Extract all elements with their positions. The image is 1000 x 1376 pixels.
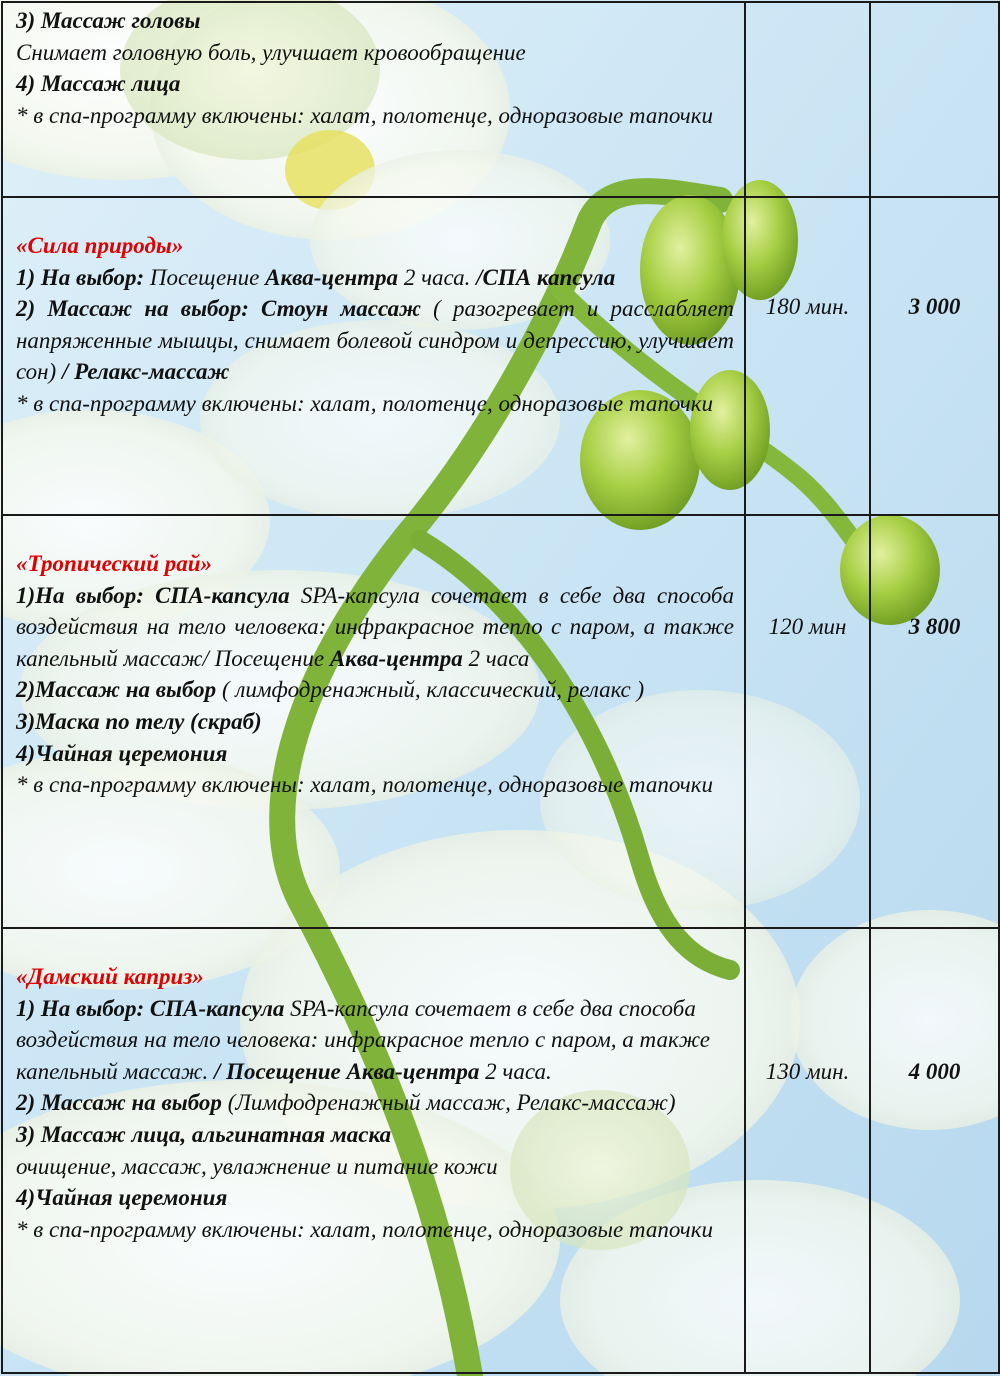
- program-row: [2, 928, 999, 1373]
- description-text: 1) На выбор: СПА-капсула: [16, 995, 291, 1021]
- description-text: /СПА капсула: [476, 264, 616, 290]
- duration-cell: [745, 515, 870, 928]
- description-text: ( лимфодренажный, классический, релакс ): [221, 677, 645, 703]
- program-price: 4 000: [908, 1059, 961, 1084]
- description-line: [16, 293, 734, 388]
- program-row: [2, 2, 999, 197]
- program-price: 3 000: [908, 294, 961, 319]
- description-text: 2)Массаж на выбор: [16, 677, 222, 703]
- description-text: 3) Массаж головы: [16, 8, 201, 33]
- duration-cell: [745, 2, 870, 197]
- spa-price-table: [1, 1, 1000, 1374]
- description-line: [16, 1214, 734, 1246]
- description-line: [16, 230, 734, 262]
- description-text: 3) Массаж лица, альгинатная маска: [16, 1121, 392, 1147]
- description-line: [16, 1087, 734, 1119]
- program-description-cell: [2, 515, 745, 928]
- description-text: SPA-капсула сочетает в себе два способа воздействия на тело человека: инфракрасное тепло с паром, а также капельный массаж.: [16, 995, 710, 1084]
- description-line: [16, 706, 734, 738]
- description-line: [16, 674, 734, 706]
- description-text: / Релакс-массаж: [61, 359, 230, 385]
- program-description: [3, 3, 744, 131]
- description-line: [16, 1151, 734, 1183]
- description-line: [16, 37, 734, 69]
- description-line: [16, 388, 734, 420]
- program-duration: 180 мин.: [765, 294, 850, 319]
- description-text: 4)Чайная церемония: [16, 1185, 228, 1211]
- description-text: 1) На выбор:: [16, 264, 150, 290]
- price-cell: [870, 515, 999, 928]
- description-text: очищение, массаж, увлажнение и питание кожи: [16, 1153, 498, 1179]
- description-text: Аква-центра: [329, 645, 469, 671]
- description-text: SPA-капсула сочетает в себе два способа воздействия на тело человека: инфракрасное тепло с паром, а также капельный массаж/ Посещение: [16, 582, 734, 671]
- program-description: [3, 516, 744, 801]
- description-line: [16, 5, 734, 37]
- description-text: * в спа-программу включены: халат, полотенце, одноразовые тапочки: [16, 102, 713, 128]
- duration-cell: [745, 197, 870, 515]
- program-description-cell: [2, 2, 745, 197]
- description-text: 3)Маска по телу (скраб): [16, 708, 262, 734]
- description-line: [16, 262, 734, 294]
- description-text: ( разогревает и расслабляет напряженные мышцы, снимает болевой синдром и депрессию, улучшает сон): [16, 296, 734, 385]
- description-text: Посещение: [149, 264, 266, 290]
- program-title: «Тропический рай»: [16, 551, 213, 576]
- program-price: 3 800: [908, 614, 961, 639]
- program-duration: 120 мин: [768, 614, 847, 639]
- program-description: [3, 929, 744, 1245]
- description-text: / Посещение Аква-центра: [213, 1058, 486, 1084]
- description-line: [16, 769, 734, 801]
- description-line: [16, 580, 734, 675]
- program-title: «Дамский каприз»: [16, 964, 204, 989]
- program-row: [2, 197, 999, 515]
- description-text: 2 часа: [468, 645, 530, 671]
- price-cell: [870, 928, 999, 1373]
- program-row: [2, 515, 999, 928]
- description-text: 4)Чайная церемония: [16, 740, 228, 766]
- description-text: * в спа-программу включены: халат, полотенце, одноразовые тапочки: [16, 1216, 713, 1242]
- description-text: * в спа-программу включены: халат, полотенце, одноразовые тапочки: [16, 390, 713, 416]
- description-line: [16, 961, 734, 993]
- description-line: [16, 1182, 734, 1214]
- description-text: 1)На выбор: СПА-капсула: [16, 582, 301, 608]
- description-line: [16, 100, 734, 132]
- description-text: 2 часа.: [403, 264, 477, 290]
- description-text: * в спа-программу включены: халат, полотенце, одноразовые тапочки: [16, 772, 713, 798]
- price-cell: [870, 197, 999, 515]
- program-duration: 130 мин.: [765, 1059, 850, 1084]
- duration-cell: [745, 928, 870, 1373]
- description-text: 2) Массаж на выбор: Стоун массаж: [16, 296, 434, 322]
- program-description-cell: [2, 928, 745, 1373]
- description-line: [16, 993, 734, 1088]
- description-text: Аква-центра: [265, 264, 404, 290]
- description-text: 2) Массаж на выбор: [16, 1090, 228, 1116]
- description-line: [16, 548, 734, 580]
- price-cell: [870, 2, 999, 197]
- program-description-cell: [2, 197, 745, 515]
- description-line: [16, 68, 734, 100]
- description-text: 4) Массаж лица: [16, 71, 181, 97]
- description-text: Снимает головную боль, улучшает кровообращение: [16, 39, 526, 65]
- description-text: 2 часа.: [485, 1058, 552, 1084]
- description-line: [16, 1119, 734, 1151]
- description-text: (Лимфодренажный массаж, Релакс-массаж): [227, 1090, 676, 1116]
- description-line: [16, 738, 734, 770]
- program-description: [3, 198, 744, 420]
- program-title: «Сила природы»: [16, 233, 184, 258]
